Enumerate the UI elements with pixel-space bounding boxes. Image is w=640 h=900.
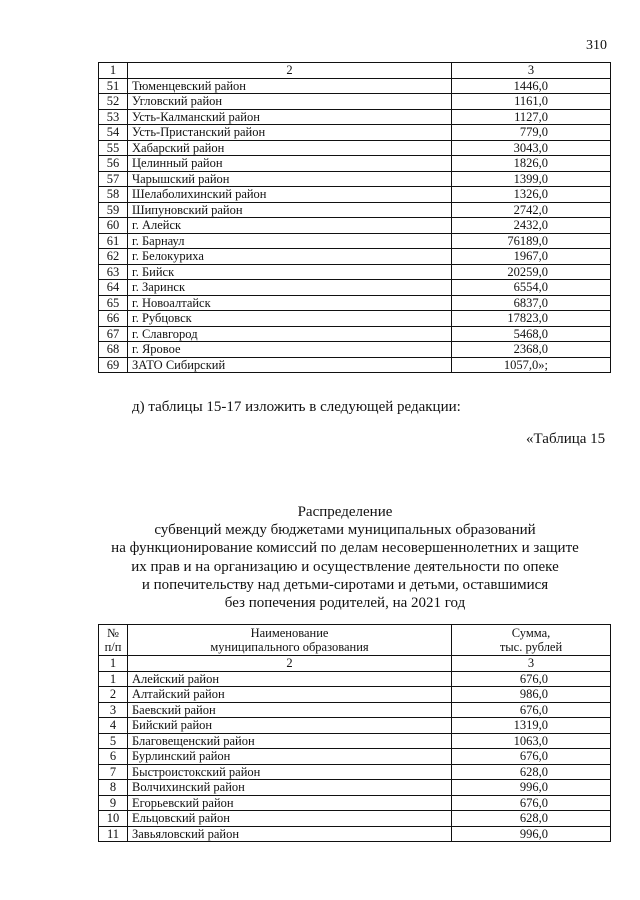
row-name-cell: Усть-Калманский район (128, 109, 452, 125)
row-number-cell: 6 (99, 749, 128, 765)
table-row (99, 249, 611, 265)
row-number-cell: 66 (99, 311, 128, 327)
table-row (99, 687, 611, 703)
row-sum-cell: 1063,0 (452, 733, 611, 749)
row-number-cell: 55 (99, 140, 128, 156)
header-sum (452, 625, 611, 656)
table-row (99, 125, 611, 141)
column-number-2: 2 (128, 63, 452, 79)
row-name-cell: ЗАТО Сибирский (128, 357, 452, 373)
heading-line: на функционирование комиссий по делам несовершеннолетних и защите (111, 540, 579, 557)
row-name-cell: Алтайский район (128, 687, 452, 703)
table-row (99, 764, 611, 780)
row-number-cell: 51 (99, 78, 128, 94)
header-name-line: Наименование (250, 626, 329, 640)
header-number-line: п/п (104, 640, 122, 654)
table-row (99, 811, 611, 827)
row-sum-cell: 6837,0 (452, 295, 611, 311)
row-sum-cell: 986,0 (452, 687, 611, 703)
row-sum-cell: 676,0 (452, 749, 611, 765)
row-name-cell: Шипуновский район (128, 202, 452, 218)
table-row (99, 202, 611, 218)
row-name-cell: Завьяловский район (128, 826, 452, 842)
header-name (128, 625, 452, 656)
row-number-cell: 1 (99, 671, 128, 687)
row-name-cell: г. Яровое (128, 342, 452, 358)
header-sum-line: тыс. рублей (499, 640, 563, 654)
row-sum-cell: 676,0 (452, 702, 611, 718)
row-sum-cell: 676,0 (452, 795, 611, 811)
header-name-line: муниципального образования (210, 640, 369, 654)
row-name-cell: г. Новоалтайск (128, 295, 452, 311)
row-sum-cell: 1967,0 (452, 249, 611, 265)
table-row (99, 94, 611, 110)
page-number: 310 (586, 38, 607, 53)
row-sum-cell: 628,0 (452, 811, 611, 827)
row-name-cell: Бийский район (128, 718, 452, 734)
column-number-3: 3 (452, 63, 611, 79)
column-number-2: 2 (128, 656, 452, 672)
row-sum-cell: 1057,0»; (452, 357, 611, 373)
table-row (99, 702, 611, 718)
amendment-text: д) таблицы 15-17 изложить в следующей редакции: (132, 399, 461, 415)
row-sum-cell: 2742,0 (452, 202, 611, 218)
heading-line: субвенций между бюджетами муниципальных образований (154, 522, 536, 539)
row-number-cell: 4 (99, 718, 128, 734)
table-row (99, 795, 611, 811)
table-row (99, 78, 611, 94)
row-name-cell: Бурлинский район (128, 749, 452, 765)
subvention-table-15 (98, 624, 611, 842)
row-number-cell: 59 (99, 202, 128, 218)
row-sum-cell: 996,0 (452, 780, 611, 796)
heading-line: Распределение (297, 504, 393, 520)
row-sum-cell: 1326,0 (452, 187, 611, 203)
table-row (99, 218, 611, 234)
table-row (99, 233, 611, 249)
row-name-cell: Благовещенский район (128, 733, 452, 749)
row-name-cell: Волчихинский район (128, 780, 452, 796)
table-row (99, 357, 611, 373)
row-sum-cell: 2432,0 (452, 218, 611, 234)
row-name-cell: Тюменцевский район (128, 78, 452, 94)
table-row (99, 280, 611, 296)
row-name-cell: г. Бийск (128, 264, 452, 280)
row-number-cell: 61 (99, 233, 128, 249)
row-name-cell: Целинный район (128, 156, 452, 172)
row-sum-cell: 1446,0 (452, 78, 611, 94)
row-name-cell: Ельцовский район (128, 811, 452, 827)
row-number-cell: 60 (99, 218, 128, 234)
row-sum-cell: 5468,0 (452, 326, 611, 342)
table-row (99, 826, 611, 842)
table-column-number-row (99, 63, 611, 79)
row-name-cell: Чарышский район (128, 171, 452, 187)
heading-line: и попечительству над детьми-сиротами и детьми, оставшимися (141, 576, 549, 593)
row-number-cell: 68 (99, 342, 128, 358)
heading-line: их прав и на организацию и осуществление деятельности по опеке (131, 558, 559, 575)
table-row (99, 718, 611, 734)
table-row (99, 749, 611, 765)
row-sum-cell: 1826,0 (452, 156, 611, 172)
row-number-cell: 8 (99, 780, 128, 796)
row-number-cell: 7 (99, 764, 128, 780)
table-row (99, 171, 611, 187)
row-sum-cell: 17823,0 (452, 311, 611, 327)
table-row (99, 264, 611, 280)
row-number-cell: 53 (99, 109, 128, 125)
row-name-cell: Егорьевский район (128, 795, 452, 811)
row-name-cell: г. Заринск (128, 280, 452, 296)
heading-line: без попечения родителей, на 2021 год (224, 595, 466, 612)
row-sum-cell: 1127,0 (452, 109, 611, 125)
row-number-cell: 69 (99, 357, 128, 373)
table-row (99, 780, 611, 796)
row-number-cell: 54 (99, 125, 128, 141)
row-name-cell: Шелаболихинский район (128, 187, 452, 203)
row-sum-cell: 2368,0 (452, 342, 611, 358)
row-number-cell: 5 (99, 733, 128, 749)
table-row (99, 326, 611, 342)
row-name-cell: г. Белокуриха (128, 249, 452, 265)
row-name-cell: г. Рубцовск (128, 311, 452, 327)
column-number-3: 3 (452, 656, 611, 672)
table-heading (100, 503, 590, 612)
table-row (99, 295, 611, 311)
table-column-number-row (99, 656, 611, 672)
row-sum-cell: 1399,0 (452, 171, 611, 187)
table-row (99, 140, 611, 156)
row-sum-cell: 779,0 (452, 125, 611, 141)
row-name-cell: Угловский район (128, 94, 452, 110)
row-name-cell: г. Алейск (128, 218, 452, 234)
row-name-cell: Хабарский район (128, 140, 452, 156)
table-row (99, 671, 611, 687)
table-label: «Таблица 15 (526, 431, 606, 447)
row-number-cell: 3 (99, 702, 128, 718)
header-number-line: № (107, 626, 119, 640)
row-sum-cell: 996,0 (452, 826, 611, 842)
header-number (99, 625, 128, 656)
row-sum-cell: 6554,0 (452, 280, 611, 296)
row-name-cell: г. Барнаул (128, 233, 452, 249)
row-number-cell: 52 (99, 94, 128, 110)
row-sum-cell: 1319,0 (452, 718, 611, 734)
row-number-cell: 65 (99, 295, 128, 311)
row-number-cell: 11 (99, 826, 128, 842)
table-header-row (99, 625, 611, 656)
row-number-cell: 57 (99, 171, 128, 187)
table-row (99, 733, 611, 749)
column-number-1: 1 (99, 63, 128, 79)
table-row (99, 311, 611, 327)
table-row (99, 187, 611, 203)
row-name-cell: Баевский район (128, 702, 452, 718)
row-number-cell: 58 (99, 187, 128, 203)
row-sum-cell: 676,0 (452, 671, 611, 687)
table-row (99, 342, 611, 358)
table-row (99, 156, 611, 172)
row-sum-cell: 76189,0 (452, 233, 611, 249)
row-number-cell: 64 (99, 280, 128, 296)
row-name-cell: Алейский район (128, 671, 452, 687)
row-sum-cell: 628,0 (452, 764, 611, 780)
row-number-cell: 56 (99, 156, 128, 172)
subvention-table-continuation (98, 62, 611, 373)
row-sum-cell: 20259,0 (452, 264, 611, 280)
row-sum-cell: 1161,0 (452, 94, 611, 110)
row-number-cell: 67 (99, 326, 128, 342)
row-number-cell: 9 (99, 795, 128, 811)
row-number-cell: 2 (99, 687, 128, 703)
row-number-cell: 10 (99, 811, 128, 827)
row-name-cell: Быстроистокский район (128, 764, 452, 780)
row-number-cell: 63 (99, 264, 128, 280)
row-number-cell: 62 (99, 249, 128, 265)
table-row (99, 109, 611, 125)
column-number-1: 1 (99, 656, 128, 672)
header-sum-line: Сумма, (511, 626, 551, 640)
row-sum-cell: 3043,0 (452, 140, 611, 156)
row-name-cell: Усть-Пристанский район (128, 125, 452, 141)
row-name-cell: г. Славгород (128, 326, 452, 342)
